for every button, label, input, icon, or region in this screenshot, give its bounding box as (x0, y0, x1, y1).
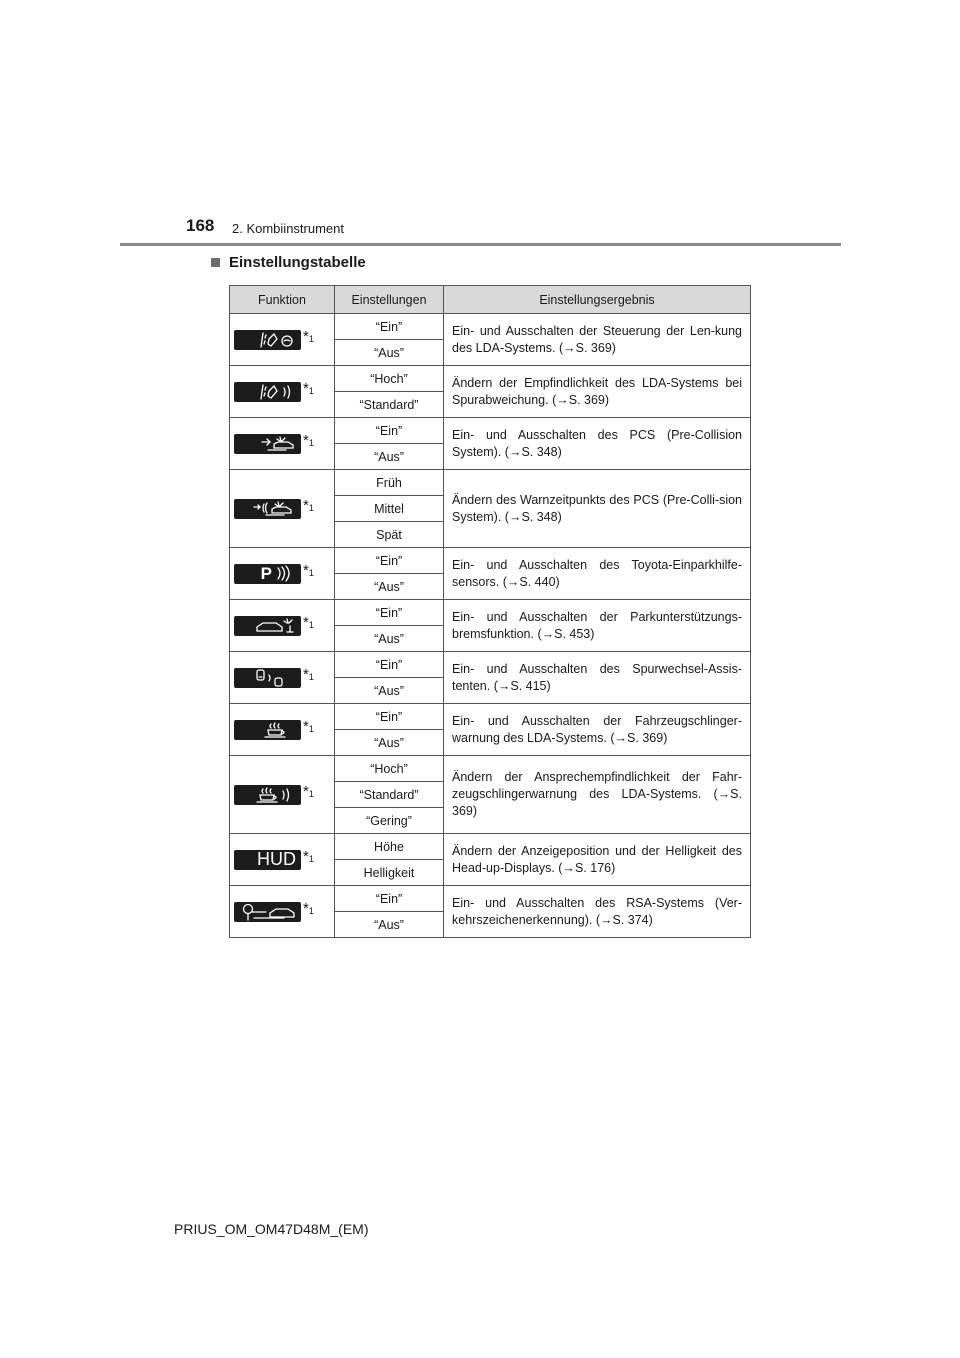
table-header-row (230, 286, 751, 314)
section-marker (211, 258, 220, 267)
setting-value: “Ein” (335, 600, 444, 626)
footnote-asterisk: * (303, 782, 309, 800)
footnote-index: 1 (308, 788, 314, 799)
setting-value: “Aus” (335, 574, 444, 600)
setting-result: Ändern des Warnzeitpunkts des PCS (Pre-Colli-sion System). (→S. 348) (444, 470, 751, 548)
setting-value: “Standard” (335, 782, 444, 808)
setting-result: Ein- und Ausschalten des Toyota-Einparkhilfe-sensors. (→S. 440) (444, 548, 751, 600)
setting-result: Ein- und Ausschalten des RSA-Systems (Ver-kehrszeichenerkennung). (→S. 374) (444, 886, 751, 938)
footnote-marker (303, 379, 314, 398)
footnote-index: 1 (308, 437, 314, 448)
footer-doc-id: PRIUS_OM_OM47D48M_(EM) (174, 1221, 369, 1237)
section-title-text: Einstellungstabelle (229, 254, 366, 271)
footnote-index: 1 (308, 723, 314, 734)
footnote-marker (303, 327, 314, 346)
footnote-asterisk: * (303, 899, 309, 917)
setting-value: “Aus” (335, 912, 444, 938)
footnote-index: 1 (308, 567, 314, 578)
function-cell (230, 548, 335, 600)
footnote-marker (303, 561, 314, 580)
footnote-index: 1 (308, 502, 314, 513)
sway-warning-sensitivity-icon (234, 785, 301, 805)
setting-result: Ein- und Ausschalten des PCS (Pre-Collision System). (→S. 348) (444, 418, 751, 470)
setting-value: Höhe (335, 834, 444, 860)
setting-value: “Standard” (335, 392, 444, 418)
function-cell (230, 756, 335, 834)
setting-value: “Ein” (335, 704, 444, 730)
column-header-ergebnis: Einstellungsergebnis (444, 286, 751, 314)
setting-value: “Ein” (335, 418, 444, 444)
footnote-index: 1 (308, 619, 314, 630)
setting-value: “Hoch” (335, 366, 444, 392)
table-row (230, 652, 751, 678)
footnote-index: 1 (308, 905, 314, 916)
footnote-asterisk: * (303, 665, 309, 683)
table-row (230, 470, 751, 496)
footnote-asterisk: * (303, 496, 309, 514)
table-row (230, 886, 751, 912)
setting-result: Ein- und Ausschalten der Parkunterstützungs-bremsfunktion. (→S. 453) (444, 600, 751, 652)
function-cell (230, 470, 335, 548)
header-rule (120, 243, 841, 246)
pre-collision-icon (234, 434, 301, 454)
footnote-marker (303, 717, 314, 736)
function-cell (230, 418, 335, 470)
setting-value: “Aus” (335, 730, 444, 756)
setting-result: Ändern der Empfindlichkeit des LDA-Systems bei Spurabweichung. (→S. 369) (444, 366, 751, 418)
setting-value: “Ein” (335, 886, 444, 912)
setting-result: Ein- und Ausschalten des Spurwechsel-Assis-tenten. (→S. 415) (444, 652, 751, 704)
footnote-marker (303, 431, 314, 450)
footnote-marker (303, 899, 314, 918)
setting-value: “Aus” (335, 678, 444, 704)
footnote-marker (303, 847, 314, 866)
setting-value: “Hoch” (335, 756, 444, 782)
function-cell (230, 314, 335, 366)
setting-value: Spät (335, 522, 444, 548)
section-title (211, 254, 366, 271)
footnote-marker (303, 782, 314, 801)
footnote-asterisk: * (303, 561, 309, 579)
footnote-asterisk: * (303, 431, 309, 449)
setting-value: Helligkeit (335, 860, 444, 886)
function-cell (230, 834, 335, 886)
function-cell (230, 600, 335, 652)
sway-warning-icon (234, 720, 301, 740)
footnote-index: 1 (308, 853, 314, 864)
setting-value: “Aus” (335, 444, 444, 470)
hud-icon (234, 850, 301, 870)
setting-result: Ändern der Ansprechempfindlichkeit der Fahr-zeugschlingerwarnung des LDA-Systems. (→S. 369) (444, 756, 751, 834)
setting-value: “Ein” (335, 548, 444, 574)
lane-change-assist-icon (234, 668, 301, 688)
table-row (230, 834, 751, 860)
setting-value: Früh (335, 470, 444, 496)
setting-value: “Ein” (335, 314, 444, 340)
page-number: 168 (186, 216, 215, 235)
icon-label: P (260, 563, 272, 583)
function-cell (230, 886, 335, 938)
footnote-marker (303, 613, 314, 632)
setting-value: “Ein” (335, 652, 444, 678)
footnote-asterisk: * (303, 717, 309, 735)
parking-brake-support-icon (234, 616, 301, 636)
lane-departure-sensitivity-icon (234, 382, 301, 402)
footnote-asterisk: * (303, 847, 309, 865)
table-row (230, 548, 751, 574)
function-cell (230, 652, 335, 704)
table-row (230, 600, 751, 626)
footnote-index: 1 (308, 333, 314, 344)
column-header-funktion: Funktion (230, 286, 335, 314)
road-sign-assist-icon (234, 902, 301, 922)
icon-label: HUD (257, 849, 296, 869)
parking-sensor-icon (234, 564, 301, 584)
pre-collision-timing-icon (234, 499, 301, 519)
table-row (230, 314, 751, 340)
setting-value: “Aus” (335, 626, 444, 652)
footnote-asterisk: * (303, 327, 309, 345)
table-row (230, 418, 751, 444)
footnote-marker (303, 496, 314, 515)
column-header-einstellungen: Einstellungen (335, 286, 444, 314)
table-row (230, 366, 751, 392)
settings-table (229, 285, 751, 938)
setting-result: Ein- und Ausschalten der Fahrzeugschlinger-warnung des LDA-Systems. (→S. 369) (444, 704, 751, 756)
function-cell (230, 704, 335, 756)
footnote-index: 1 (308, 385, 314, 396)
footnote-marker (303, 665, 314, 684)
setting-value: “Aus” (335, 340, 444, 366)
footnote-index: 1 (308, 671, 314, 682)
table-row (230, 756, 751, 782)
lane-departure-alert-icon (234, 330, 301, 350)
function-cell (230, 366, 335, 418)
setting-value: Mittel (335, 496, 444, 522)
footnote-asterisk: * (303, 379, 309, 397)
setting-value: “Gering” (335, 808, 444, 834)
table-row (230, 704, 751, 730)
setting-result: Ändern der Anzeigeposition und der Helligkeit des Head-up-Displays. (→S. 176) (444, 834, 751, 886)
setting-result: Ein- und Ausschalten der Steuerung der Len-kung des LDA-Systems. (→S. 369) (444, 314, 751, 366)
footnote-asterisk: * (303, 613, 309, 631)
chapter-title: 2. Kombiinstrument (232, 221, 344, 236)
